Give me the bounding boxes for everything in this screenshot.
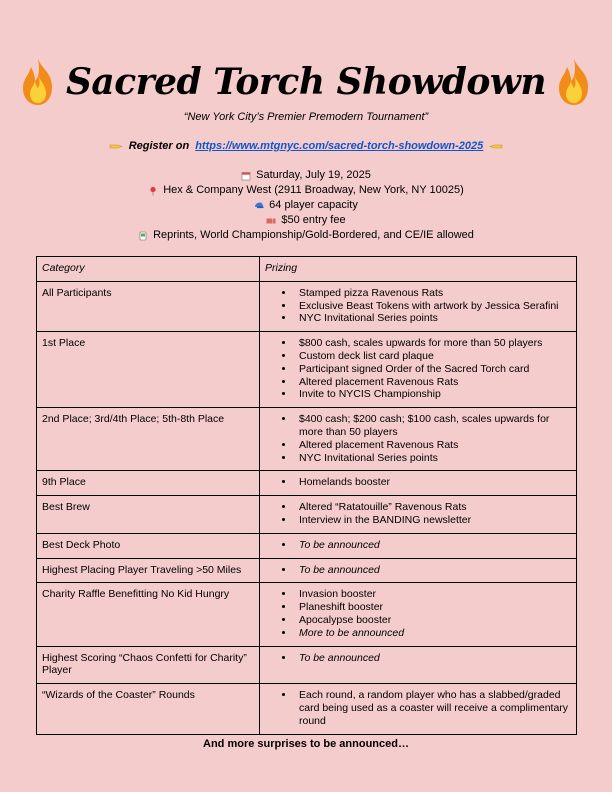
calendar-icon: [241, 171, 251, 181]
table-row: [37, 558, 577, 583]
prizing-cell: [260, 684, 577, 734]
register-line: [0, 140, 612, 152]
event-details: [0, 168, 612, 243]
prize-item: • Exclusive Beast Tokens with artwork by Jessica Serafini: [295, 300, 571, 313]
prizing-cell: [260, 496, 577, 534]
table-row: [37, 583, 577, 646]
prize-item: • NYC Invitational Series points: [295, 452, 571, 465]
prize-item: • Custom deck list card plaque: [295, 350, 571, 363]
prize-item: • Apocalypse booster: [295, 614, 571, 627]
prize-item: • More to be announced: [295, 627, 571, 640]
prizing-cell: [260, 332, 577, 408]
prizing-cell: [260, 646, 577, 684]
prize-item: • Altered placement Ravenous Rats: [295, 439, 571, 452]
table-row: [37, 533, 577, 558]
table-row: [37, 496, 577, 534]
event-fee: $50 entry fee: [281, 214, 346, 226]
table-header-row: [37, 257, 577, 282]
ticket-icon: [266, 216, 276, 226]
pointing-right-icon: [109, 142, 123, 151]
prizing-cell: [260, 281, 577, 331]
prize-item: • NYC Invitational Series points: [295, 312, 571, 325]
prize-item: • $400 cash; $200 cash; $100 cash, scales upwards for more than 50 players: [295, 413, 571, 439]
register-label: Register on: [128, 140, 190, 152]
table-row: [37, 471, 577, 496]
category-cell: Best Deck Photo: [37, 533, 260, 558]
title-row: [0, 52, 612, 112]
prize-item: • Each round, a random player who has a slabbed/graded card being used as a coaster will receive a complimentary round: [295, 689, 571, 727]
prizing-cell: [260, 533, 577, 558]
table-row: [37, 408, 577, 471]
prize-item: • Altered “Ratatouille” Ravenous Rats: [295, 501, 571, 514]
table-row: [37, 281, 577, 331]
prizing-cell: [260, 408, 577, 471]
cap-icon: [254, 201, 264, 211]
fee-line: [0, 213, 612, 228]
event-capacity: 64 player capacity: [269, 199, 358, 211]
fire-icon: [18, 57, 58, 107]
fire-icon: [554, 57, 594, 107]
prizing-cell: [260, 471, 577, 496]
prize-item: • Stamped pizza Ravenous Rats: [295, 287, 571, 300]
column-header-category: Category: [37, 257, 260, 282]
category-cell: Highest Placing Player Traveling >50 Miles: [37, 558, 260, 583]
venue-line: [0, 183, 612, 198]
event-venue: Hex & Company West (2911 Broadway, New York, NY 10025): [163, 184, 464, 196]
prizing-cell: [260, 558, 577, 583]
prize-table: [36, 256, 577, 735]
category-cell: Charity Raffle Benefitting No Kid Hungry: [37, 583, 260, 646]
tagline: “New York City’s Premier Premodern Tournament”: [183, 111, 429, 123]
closing-note: And more surprises to be announced…: [203, 738, 409, 750]
prize-item: • Interview in the BANDING newsletter: [295, 514, 571, 527]
category-cell: Best Brew: [37, 496, 260, 534]
prize-item: • To be announced: [295, 652, 571, 665]
event-card-policy: Reprints, World Championship/Gold-Bordered, and CE/IE allowed: [153, 229, 474, 241]
prizing-cell: [260, 583, 577, 646]
table-row: [37, 684, 577, 734]
pin-icon: [148, 186, 158, 196]
register-link[interactable]: https://www.mtgnyc.com/sacred-torch-showdown-2025: [195, 140, 484, 152]
card-icon: [138, 231, 148, 241]
prize-item: • To be announced: [295, 564, 571, 577]
pointing-left-icon: [489, 142, 503, 151]
table-row: [37, 646, 577, 684]
column-header-prizing: Prizing: [260, 257, 577, 282]
page-title: Sacred Torch Showdown: [65, 61, 547, 103]
prize-item: • $800 cash, scales upwards for more than 50 players: [295, 337, 571, 350]
prize-item: • Invite to NYCIS Championship: [295, 388, 571, 401]
prize-item: • Altered placement Ravenous Rats: [295, 376, 571, 389]
prize-item: • Planeshift booster: [295, 601, 571, 614]
prize-item: • Invasion booster: [295, 588, 571, 601]
category-cell: “Wizards of the Coaster” Rounds: [37, 684, 260, 734]
event-date: Saturday, July 19, 2025: [256, 169, 371, 181]
category-cell: Highest Scoring “Chaos Confetti for Charity” Player: [37, 646, 260, 684]
cards-line: [0, 228, 612, 243]
category-cell: 2nd Place; 3rd/4th Place; 5th-8th Place: [37, 408, 260, 471]
prize-item: • Homelands booster: [295, 476, 571, 489]
category-cell: 9th Place: [37, 471, 260, 496]
prize-item: • To be announced: [295, 539, 571, 552]
date-line: [0, 168, 612, 183]
category-cell: 1st Place: [37, 332, 260, 408]
table-row: [37, 332, 577, 408]
prize-item: • Participant signed Order of the Sacred Torch card: [295, 363, 571, 376]
category-cell: All Participants: [37, 281, 260, 331]
capacity-line: [0, 198, 612, 213]
